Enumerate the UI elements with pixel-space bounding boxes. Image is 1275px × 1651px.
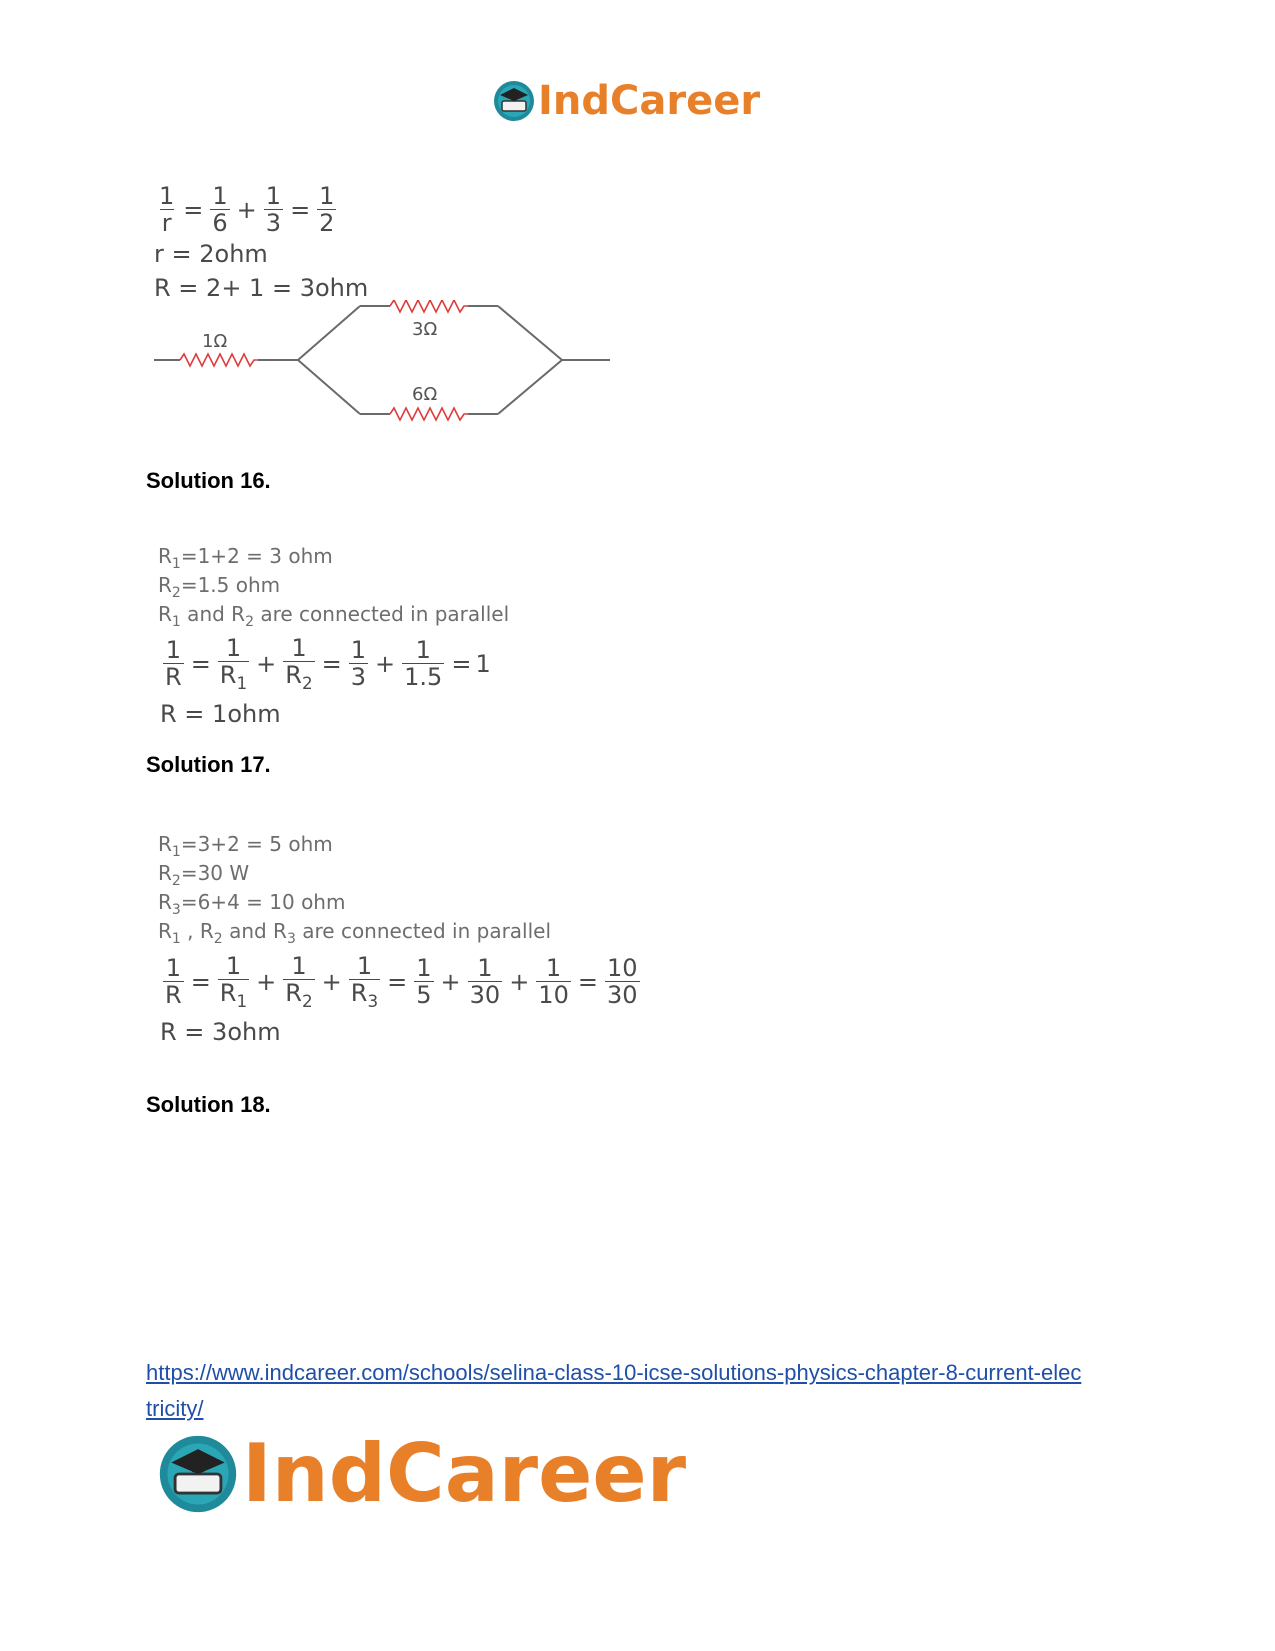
logo-text: IndCareer — [538, 78, 761, 124]
fraction: $\frac{1}{r}$ — [159, 182, 175, 238]
sol17-parallel-equation: $\frac{1}{R}$ = $\frac{1}{R_1}$ + $\frac{1}{R_2}$ + $\frac{1}{R_3}$ = $\frac{1}{5}$ + $\frac{1}{30}$ + $\frac{1}{10}$ = $\frac{10}{30}$ — [165, 952, 638, 1011]
sol16-r1-line: $R_1=1+2 = 3$ ohm — [158, 544, 333, 572]
solution-17-heading: Solution 17. — [146, 752, 271, 777]
fraction: $\frac{1}{2}$ — [319, 182, 335, 238]
source-link[interactable]: https://www.indcareer.com/schools/selina-class-10-icse-solutions-physics-chapter-8-current-elec tricity/ — [146, 1360, 1082, 1421]
line-r-value: r = 2ohm — [154, 240, 268, 268]
sol16-final: R = 1ohm — [160, 700, 281, 728]
sol17-r3-line: $R_3=6+4 = 10$ ohm — [158, 890, 346, 918]
label-1ohm: 1Ω — [202, 331, 228, 352]
line-R-value: R = 2+ 1 = 3ohm — [154, 274, 369, 302]
sol17-final: R = 3ohm — [160, 1018, 281, 1046]
resistor-1ohm — [180, 354, 258, 366]
graduation-book-icon — [156, 1432, 240, 1516]
label-6ohm: 6Ω — [412, 384, 438, 405]
resistor-6ohm — [390, 408, 468, 420]
circuit-diagram — [150, 300, 620, 435]
sol17-parallel-line: $R_1$ , $R_2$ and $R_3$ are connected in parallel — [158, 919, 552, 947]
sol16-r2-line: $R_2=1.5$ ohm — [158, 573, 281, 601]
sol16-parallel-line: $R_1$ and $R_2$ are connected in parallel — [158, 602, 510, 630]
sol17-r1-line: $R_1=3+2 = 5$ ohm — [158, 832, 333, 860]
footer-logo — [156, 1427, 687, 1520]
graduation-book-icon — [492, 79, 536, 123]
equation-reciprocal-r: $\frac{1}{r}$ = $\frac{1}{6}$ + $\frac{1}{3}$ = $\frac{1}{2}$ — [159, 182, 335, 238]
solution-18-heading: Solution 18. — [146, 1092, 271, 1117]
fraction: $\frac{1}{6}$ — [212, 182, 228, 238]
header-logo — [492, 78, 760, 124]
resistor-3ohm — [390, 300, 468, 312]
sol17-r2-line: $R_2=30$ W — [158, 861, 250, 889]
logo-text: IndCareer — [242, 1427, 687, 1520]
solution-16-heading: Solution 16. — [146, 468, 271, 493]
label-3ohm: 3Ω — [412, 319, 438, 340]
fraction: $\frac{1}{3}$ — [265, 182, 282, 238]
sol16-parallel-equation: $\frac{1}{R}$ = $\frac{1}{R_1}$ + $\frac{1}{R_2}$ = $\frac{1}{3}$ + $\frac{1}{1.5}$ = 1 — [165, 634, 491, 693]
